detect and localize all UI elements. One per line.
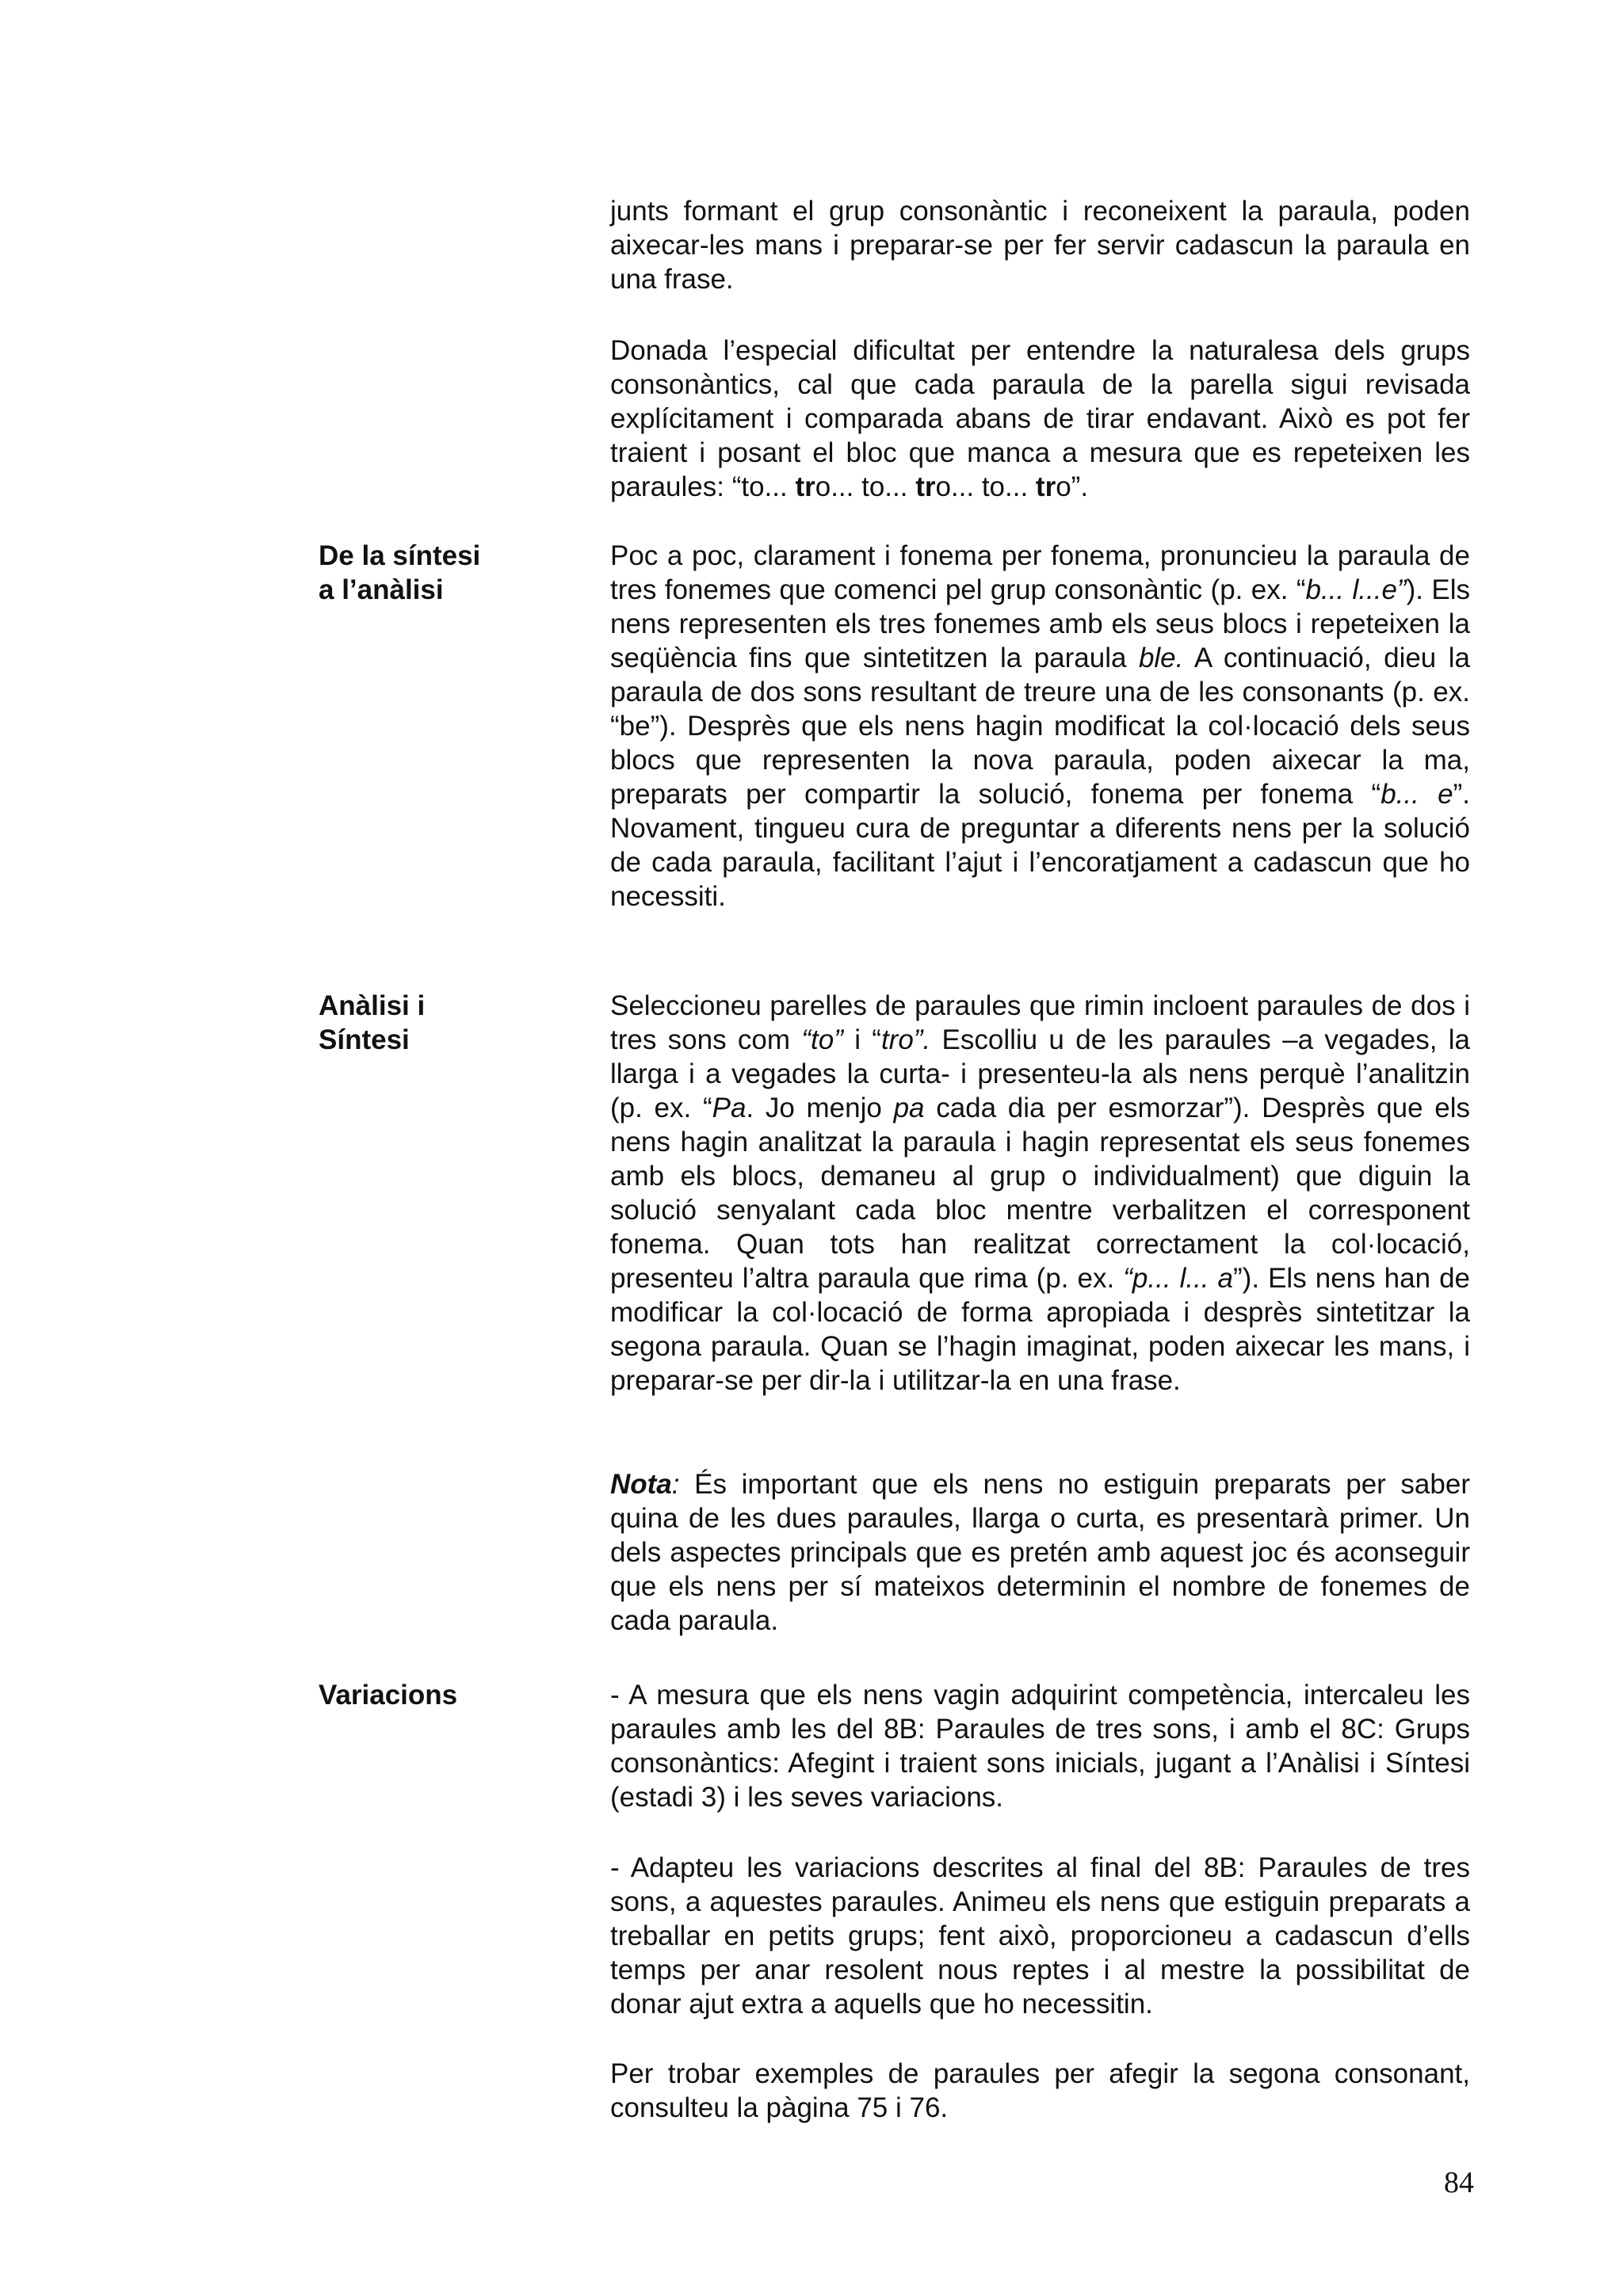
paragraph: Donada l’especial dificultat per entendre la naturalesa dels grups consonàntics, cal que cada paraula de la parella sigui revisada explícitament i comparada abans de tirar endavant. Això es pot fer traient i posant el bloc que manca a mesura que es repeteixen les paraules: “to... tro... to... tro... to... tro”.	[610, 335, 1470, 502]
paragraph: Seleccioneu parelles de paraules que rimin incloent paraules de dos i tres sons com “to” i “tro”. Escolliu u de les paraules –a vegades, la llarga i a vegades la curta- i presenteu-la als nens perquè l’analitzin (p. ex. “Pa. Jo menjo pa cada dia per esmorzar”). Desprès que els nens hagin analitzat la paraula i hagin representat els seus fonemes amb els blocs, demaneu al grup o individualment) que diguin la solució senyalant cada bloc mentre verbalitzen el corresponent fonema. Quan tots han realitzat correctament la col·locació, presenteu l’altra paraula que rima (p. ex. “p... l... a”). Els nens han de modificar la col·locació de forma apropiada i desprès sintetitzar la segona paraula. Quan se l’hagin imaginat, poden aixecar les mans, i preparar-se per dir-la i utilitzar-la en una frase.	[610, 990, 1471, 1396]
section-label: Variacions	[319, 1680, 458, 1711]
paragraph: junts formant el grup consonàntic i reconeixent la paraula, poden aixecar-les mans i preparar-se per fer servir cadascun la paraula en una frase.	[610, 196, 1470, 295]
paragraph: Per trobar exemples de paraules per afegir la segona consonant, consulteu la pàgina 75 i 76.	[610, 2058, 1470, 2123]
page-number: 84	[1444, 2166, 1474, 2199]
paragraph: - Adapteu les variacions descrites al final del 8B: Paraules de tres sons, a aquestes paraules. Animeu els nens que estiguin preparats a treballar en petits grups; fent això, proporcioneu a cadascun d’ells temps per anar resolent nous reptes i al mestre la possibilitat de donar ajut extra a aquells que ho necessitin.	[610, 1852, 1470, 2019]
paragraph: Poc a poc, clarament i fonema per fonema, pronuncieu la paraula de tres fonemes que comenci pel grup consonàntic (p. ex. “b... l...e”). Els nens representen els tres fonemes amb els seus blocs i repeteixen la seqüència fins que sintetitzen la paraula ble. A continuació, dieu la paraula de dos sons resultant de treure una de les consonants (p. ex. “be”). Desprès que els nens hagin modificat la col·locació dels seus blocs que representen la nova paraula, poden aixecar la ma, preparats per compartir la solució, fonema per fonema “b... e”. Novament, tingueu cura de preguntar a diferents nens per la solució de cada paraula, facilitant l’ajut i l’encoratjament a cadascun que ho necessiti.	[610, 540, 1471, 912]
note-paragraph: Nota: És important que els nens no estiguin preparats per saber quina de les dues paraules, llarga o curta, es presentarà primer. Un dels aspectes principals que es pretén amb aquest joc és aconseguir que els nens per sí mateixos determinin el nombre de fonemes de cada paraula.	[610, 1469, 1470, 1636]
section-label: Anàlisi i Síntesi	[319, 990, 426, 1055]
section-label: De la síntesi a l’anàlisi	[319, 540, 481, 605]
paragraph: - A mesura que els nens vagin adquirint competència, intercaleu les paraules amb les del 8B: Paraules de tres sons, i amb el 8C: Grups consonàntics: Afegint i traient sons inicials, jugant a l’Anàlisi i Síntesi (estadi 3) i les seves variacions.	[610, 1680, 1470, 1813]
